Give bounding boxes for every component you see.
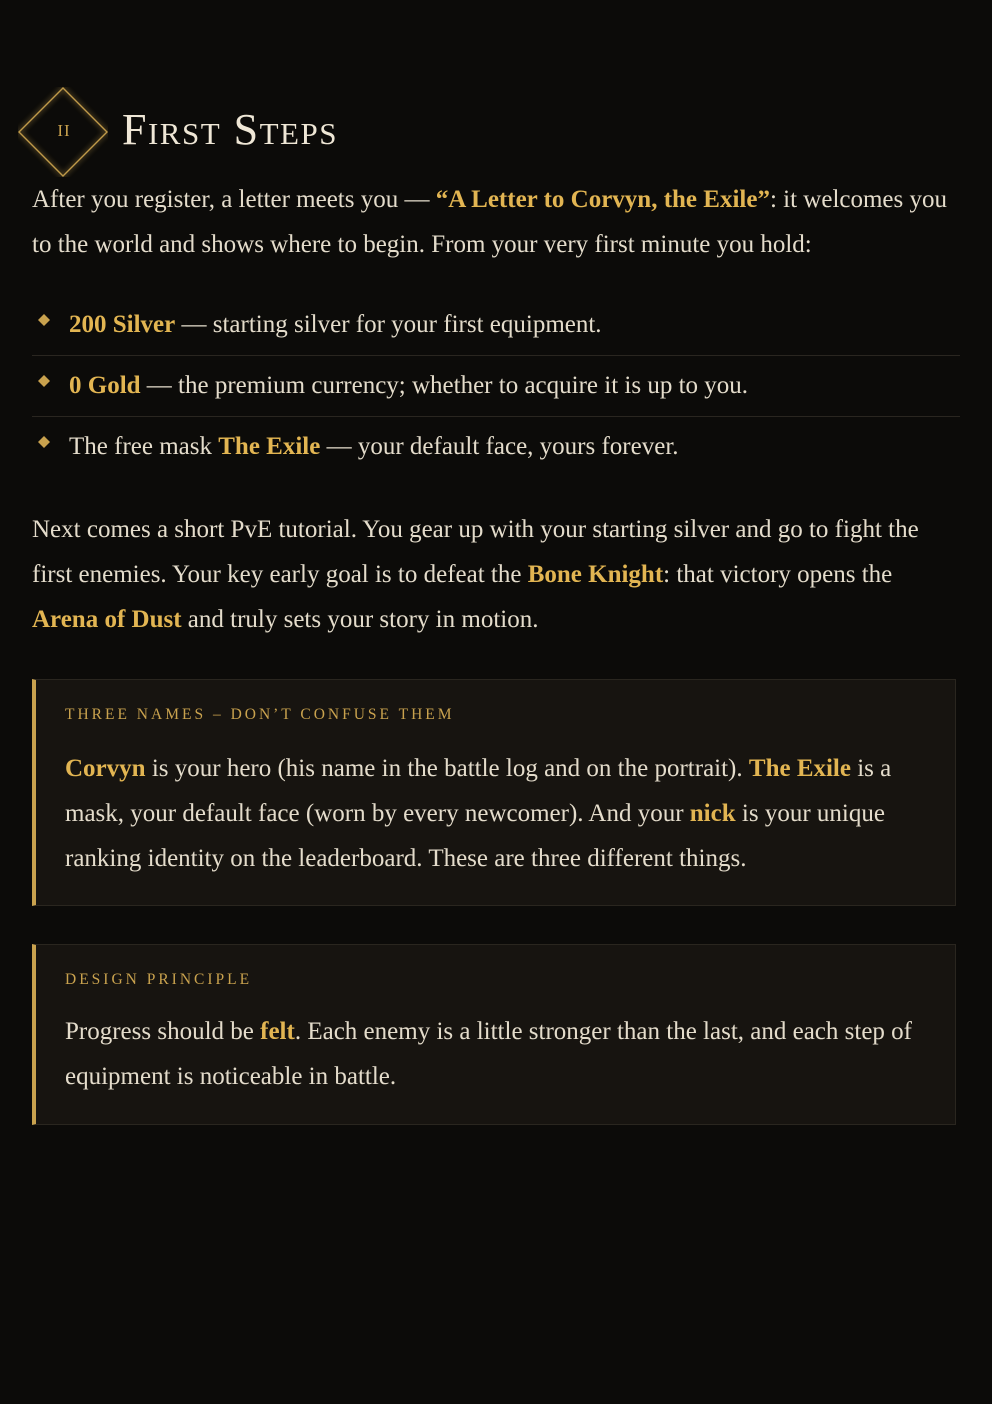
callout-label: DESIGN PRINCIPLE <box>65 971 253 988</box>
starting-resources-list <box>32 295 960 477</box>
mask-name: The Exile <box>218 433 321 460</box>
section-header: II First Steps <box>32 0 960 130</box>
mask-description: — your default face, yours forever. <box>320 433 679 460</box>
diamond-bullet-icon <box>38 436 50 448</box>
intro-text: After you register, a letter meets you — <box>32 186 436 213</box>
gold-description: — the premium currency; whether to acquire it is up to you. <box>140 372 749 399</box>
hero-name: Corvyn <box>65 755 146 782</box>
callout-body: Corvyn is your hero (his name in the battle log and on the portrait). The Exile is a mask, your default face (worn by every newcomer). And your nick is your unique ranking identity on the leaderboard. These are three different things. <box>65 755 892 872</box>
diamond-bullet-icon <box>38 314 50 326</box>
boss-name: Bone Knight <box>527 561 664 588</box>
diamond-bullet-icon <box>38 375 50 387</box>
arena-name: Arena of Dust <box>32 606 182 633</box>
callout-three-names <box>32 679 956 906</box>
page-title: First Steps <box>122 105 338 154</box>
list-item-silver <box>32 295 960 356</box>
list-item-mask <box>32 417 960 477</box>
mask-name-callout: The Exile <box>748 755 851 782</box>
gold-amount: 0 Gold <box>69 372 141 399</box>
callout-design-principle <box>32 944 956 1125</box>
mask-prefix: The free mask <box>69 433 219 460</box>
document-page <box>32 0 960 1090</box>
list-item-gold <box>32 356 960 417</box>
intro-paragraph <box>32 177 960 267</box>
intro-text-end: : it welcomes you to the world and shows where to begin. From your very first minute you hold: <box>32 186 948 258</box>
letter-title: “A Letter to Corvyn, the Exile” <box>435 186 770 213</box>
nick-term: nick <box>689 800 736 827</box>
callout-label: THREE NAMES – DON’T CONFUSE THEM <box>65 706 455 723</box>
callout-body: Progress should be felt. Each enemy is a little stronger than the last, and each step of equipment is noticeable in battle. <box>65 1018 912 1090</box>
silver-description: — starting silver for your first equipment. <box>175 311 602 338</box>
tutorial-paragraph: Next comes a short PvE tutorial. You gear up with your starting silver and go to fight the first enemies. Your key early goal is to defeat the Bone Knight: that victory opens the Arena of Dust and truly sets your story in motion. <box>32 516 919 633</box>
felt-term: felt <box>260 1018 295 1045</box>
silver-amount: 200 Silver <box>69 311 176 338</box>
